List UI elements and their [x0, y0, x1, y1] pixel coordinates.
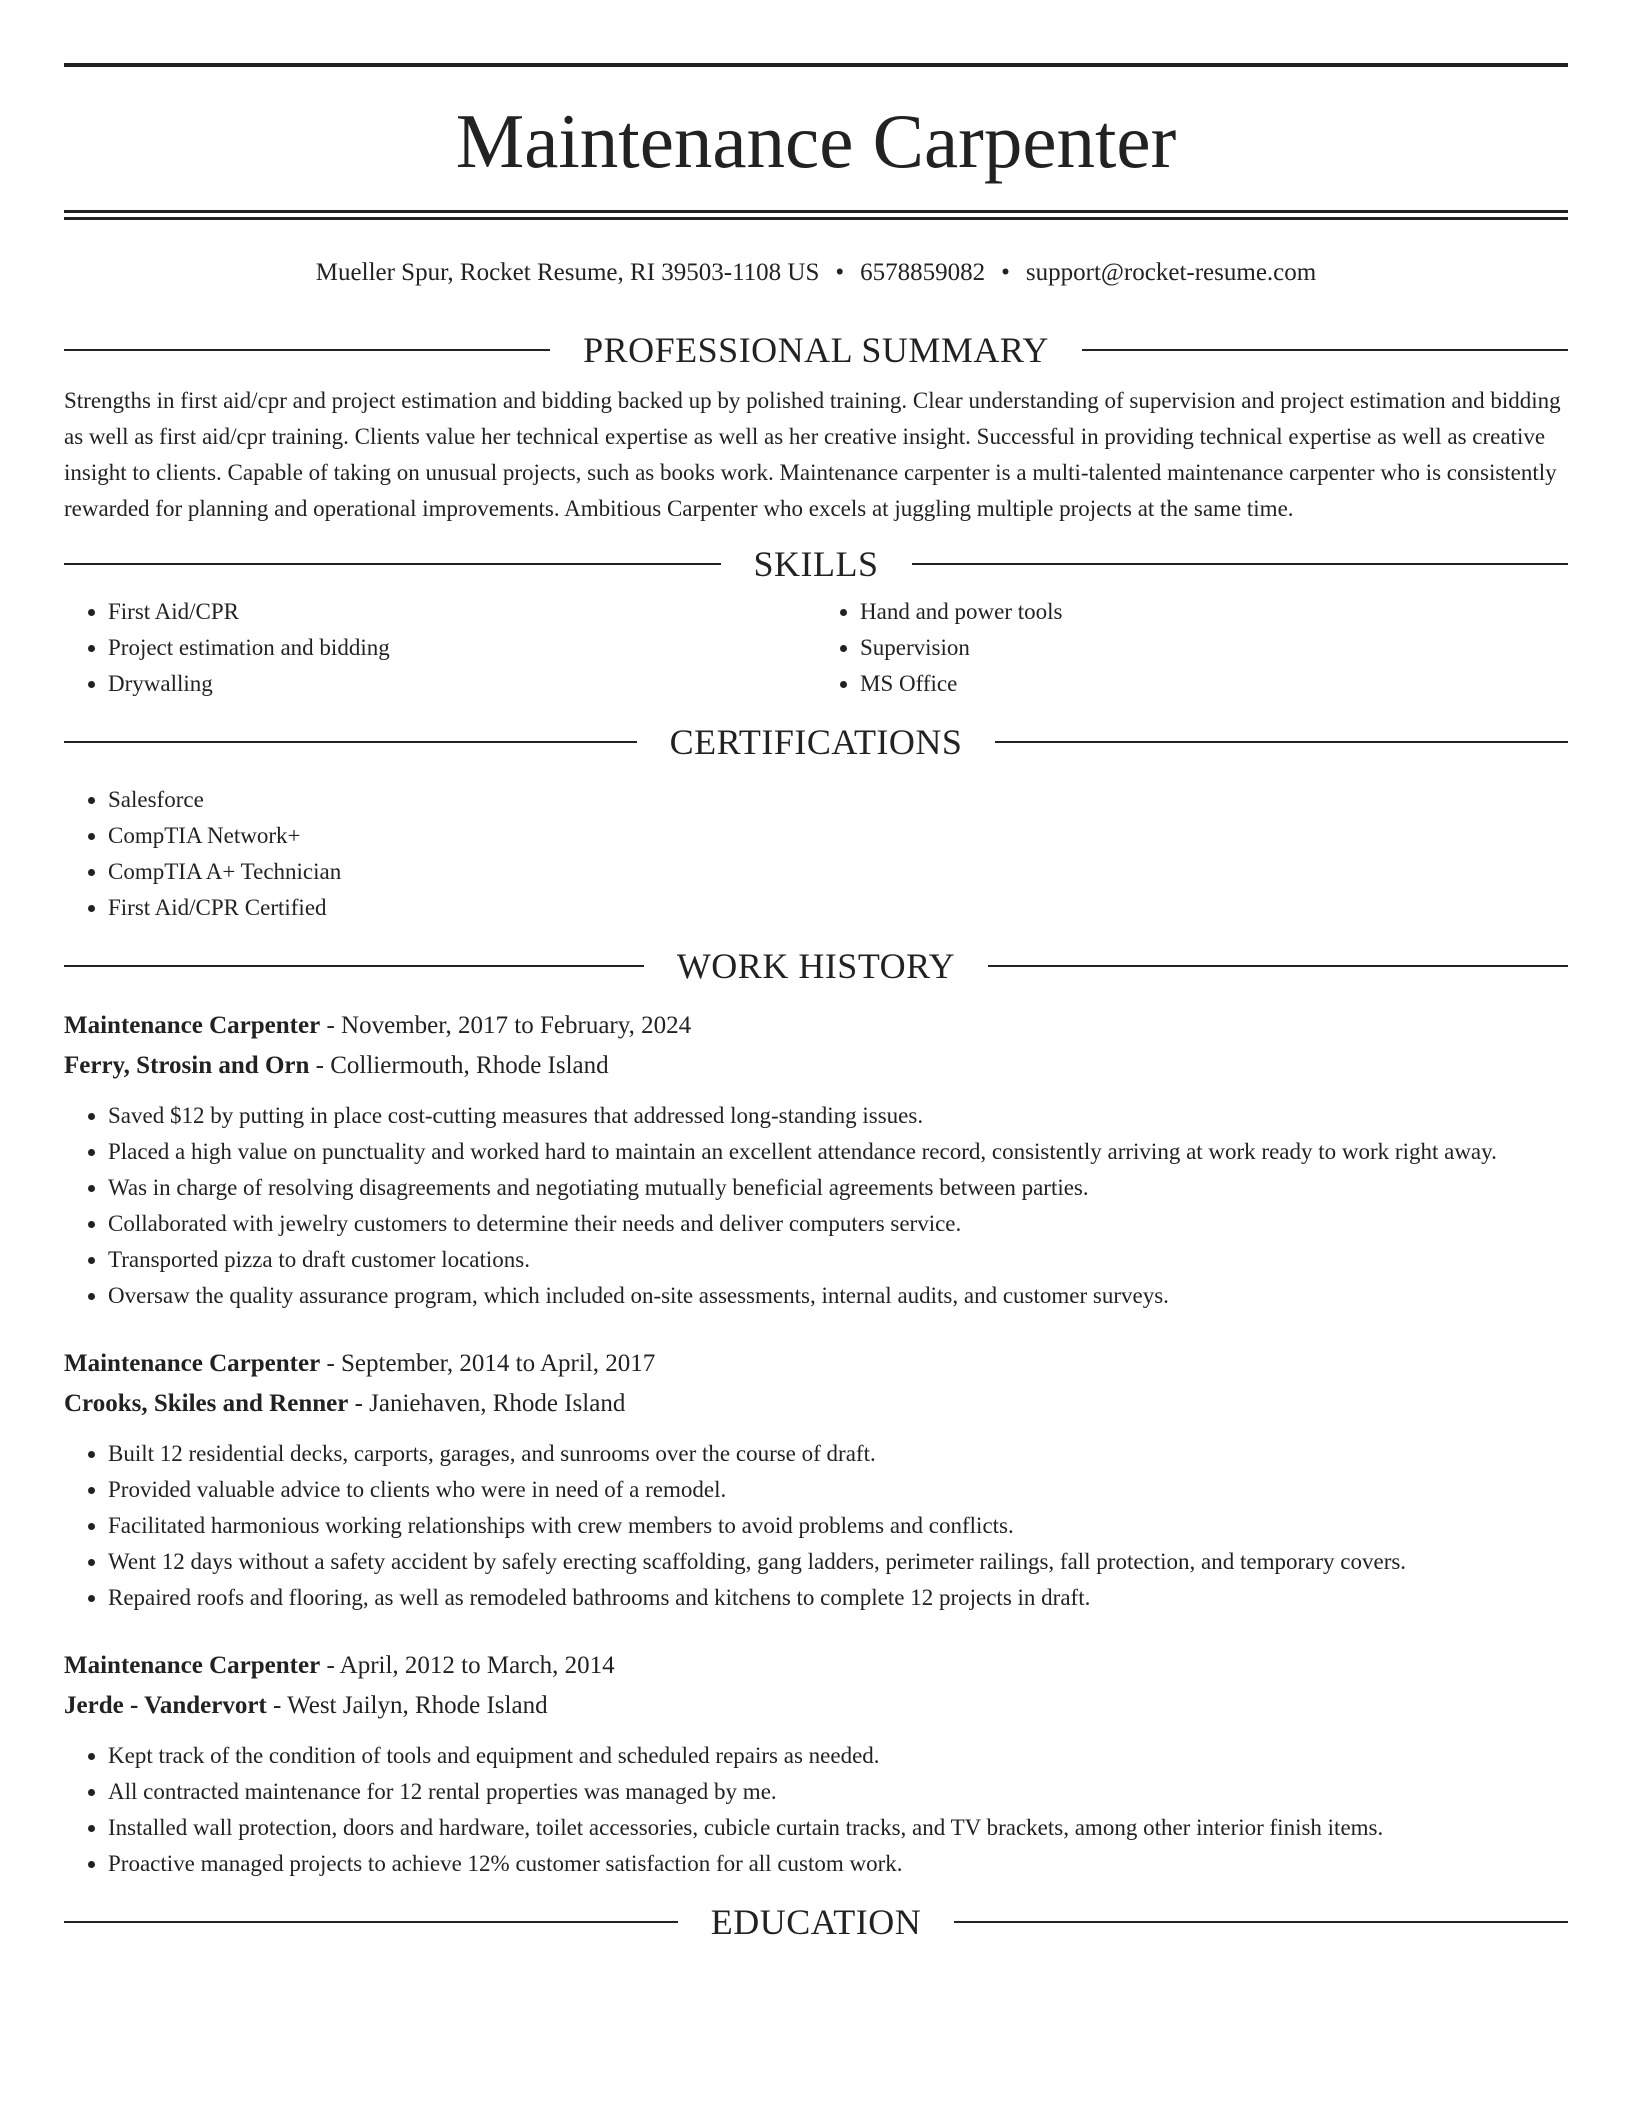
job-role-line: [64, 1344, 1568, 1384]
certifications-list: [64, 782, 1568, 926]
job-company: Crooks, Skiles and Renner: [64, 1390, 349, 1417]
heading-rule-right: [988, 965, 1568, 967]
certifications-heading: [64, 724, 1568, 760]
heading-rule-right: [995, 741, 1568, 743]
job-role-line: [64, 1006, 1568, 1046]
heading-rule-right: [1082, 349, 1568, 351]
contact-separator: •: [1001, 259, 1010, 286]
job-dates: - September, 2014 to April, 2017: [320, 1350, 656, 1377]
skill-item: • Supervision: [860, 630, 1568, 666]
education-heading-label: EDUCATION: [710, 1902, 922, 1942]
heading-rule-left: [64, 741, 637, 743]
summary-heading: [64, 332, 1568, 368]
summary-text: Strengths in first aid/cpr and project estimation and bidding backed up by polished training. Clear understanding of supervision and project estimation and bidding as well as first aid/cpr training. Clients value her technical expertise as well as her creative insight. Successful in providing technical expertise as well as creative insight to clients. Capable of taking on unusual projects, such as books work. Maintenance carpenter is a multi-talented maintenance carpenter who is consistently rewarded for planning and operational improvements. Ambitious Carpenter who excels at juggling multiple projects at the same time.: [64, 388, 1561, 521]
job-role: Maintenance Carpenter: [64, 1652, 321, 1679]
job-bullet: • Repaired roofs and flooring, as well as remodeled bathrooms and kitchens to complete 12 projects in draft.: [108, 1580, 1568, 1616]
resume-title: Maintenance Carpenter: [455, 98, 1177, 184]
job-entry: [64, 1006, 1568, 1314]
job-company: Ferry, Strosin and Orn: [64, 1052, 310, 1079]
job-dates: - November, 2017 to February, 2024: [320, 1012, 692, 1039]
skill-item: • Project estimation and bidding: [108, 630, 816, 666]
skills-heading-label: SKILLS: [753, 544, 879, 584]
job-entry: [64, 1344, 1568, 1616]
skill-item: • Drywalling: [108, 666, 816, 702]
job-bullet: • Collaborated with jewelry customers to determine their needs and deliver computers service.: [108, 1206, 1568, 1242]
job-bullet: • Saved $12 by putting in place cost-cutting measures that addressed long-standing issues.: [108, 1098, 1568, 1134]
contact-separator: •: [835, 259, 845, 286]
skills-list-right: [816, 594, 1568, 702]
contact-email: support@rocket-resume.com: [1025, 259, 1317, 286]
skill-item: • First Aid/CPR: [108, 594, 816, 630]
certification-item: • CompTIA A+ Technician: [108, 854, 1568, 890]
work-history-heading: [64, 948, 1568, 984]
education-heading: [64, 1904, 1568, 1940]
job-company-line: [64, 1686, 1568, 1726]
job-location: - Colliermouth, Rhode Island: [309, 1052, 609, 1079]
job-role-line: [64, 1646, 1568, 1686]
job-bullet: • Built 12 residential decks, carports, garages, and sunrooms over the course of draft.: [108, 1436, 1568, 1472]
job-role: Maintenance Carpenter: [64, 1012, 321, 1039]
contact-address: Mueller Spur, Rocket Resume, RI 39503-1108 US: [315, 259, 820, 286]
job-company-line: [64, 1384, 1568, 1424]
job-bullet: • Provided valuable advice to clients who were in need of a remodel.: [108, 1472, 1568, 1508]
heading-rule-left: [64, 349, 550, 351]
job-location: - West Jailyn, Rhode Island: [266, 1692, 548, 1719]
heading-rule-right: [912, 563, 1569, 565]
job-bullets: [64, 1436, 1568, 1616]
summary-heading-label: PROFESSIONAL SUMMARY: [583, 330, 1049, 370]
job-location: - Janiehaven, Rhode Island: [348, 1390, 626, 1417]
heading-rule-left: [64, 965, 644, 967]
job-role: Maintenance Carpenter: [64, 1350, 321, 1377]
job-dates: - April, 2012 to March, 2014: [320, 1652, 615, 1679]
skill-item: • MS Office: [860, 666, 1568, 702]
heading-rule-right: [954, 1921, 1568, 1923]
job-bullet: • Proactive managed projects to achieve 12% customer satisfaction for all custom work.: [108, 1846, 1568, 1882]
certification-item: • Salesforce: [108, 782, 1568, 818]
job-bullet: • Kept track of the condition of tools and equipment and scheduled repairs as needed.: [108, 1738, 1568, 1774]
certification-item: • CompTIA Network+: [108, 818, 1568, 854]
job-bullet: • Went 12 days without a safety accident by safely erecting scaffolding, gang ladders, perimeter railings, fall protection, and temporary covers.: [108, 1544, 1568, 1580]
skill-item: • Hand and power tools: [860, 594, 1568, 630]
job-bullets: [64, 1738, 1568, 1882]
job-bullet: • Transported pizza to draft customer locations.: [108, 1242, 1568, 1278]
title-double-rule: [64, 210, 1568, 220]
job-bullets: [64, 1098, 1568, 1314]
heading-rule-left: [64, 563, 721, 565]
heading-rule-left: [64, 1921, 678, 1923]
work-history-heading-label: WORK HISTORY: [676, 946, 956, 986]
job-bullet: • Placed a high value on punctuality and worked hard to maintain an excellent attendance record, consistently arriving at work ready to work right away.: [108, 1134, 1568, 1170]
top-rule: [64, 63, 1568, 67]
skills-list-left: [64, 594, 816, 702]
skills-columns: [64, 594, 1568, 702]
job-bullet: • Installed wall protection, doors and hardware, toilet accessories, cubicle curtain tracks, and TV brackets, among other interior finish items.: [108, 1810, 1568, 1846]
contact-line: [64, 260, 1568, 285]
job-bullet: • Oversaw the quality assurance program, which included on-site assessments, internal audits, and customer surveys.: [108, 1278, 1568, 1314]
job-company-line: [64, 1046, 1568, 1086]
job-entry: [64, 1646, 1568, 1882]
certification-item: • First Aid/CPR Certified: [108, 890, 1568, 926]
contact-phone: 6578859082: [860, 259, 986, 286]
skills-heading: [64, 546, 1568, 582]
job-bullet: • Was in charge of resolving disagreements and negotiating mutually beneficial agreements between parties.: [108, 1170, 1568, 1206]
job-bullet: • Facilitated harmonious working relationships with crew members to avoid problems and conflicts.: [108, 1508, 1568, 1544]
job-company: Jerde - Vandervort: [64, 1692, 267, 1719]
certifications-heading-label: CERTIFICATIONS: [669, 722, 963, 762]
job-bullet: • All contracted maintenance for 12 rental properties was managed by me.: [108, 1774, 1568, 1810]
